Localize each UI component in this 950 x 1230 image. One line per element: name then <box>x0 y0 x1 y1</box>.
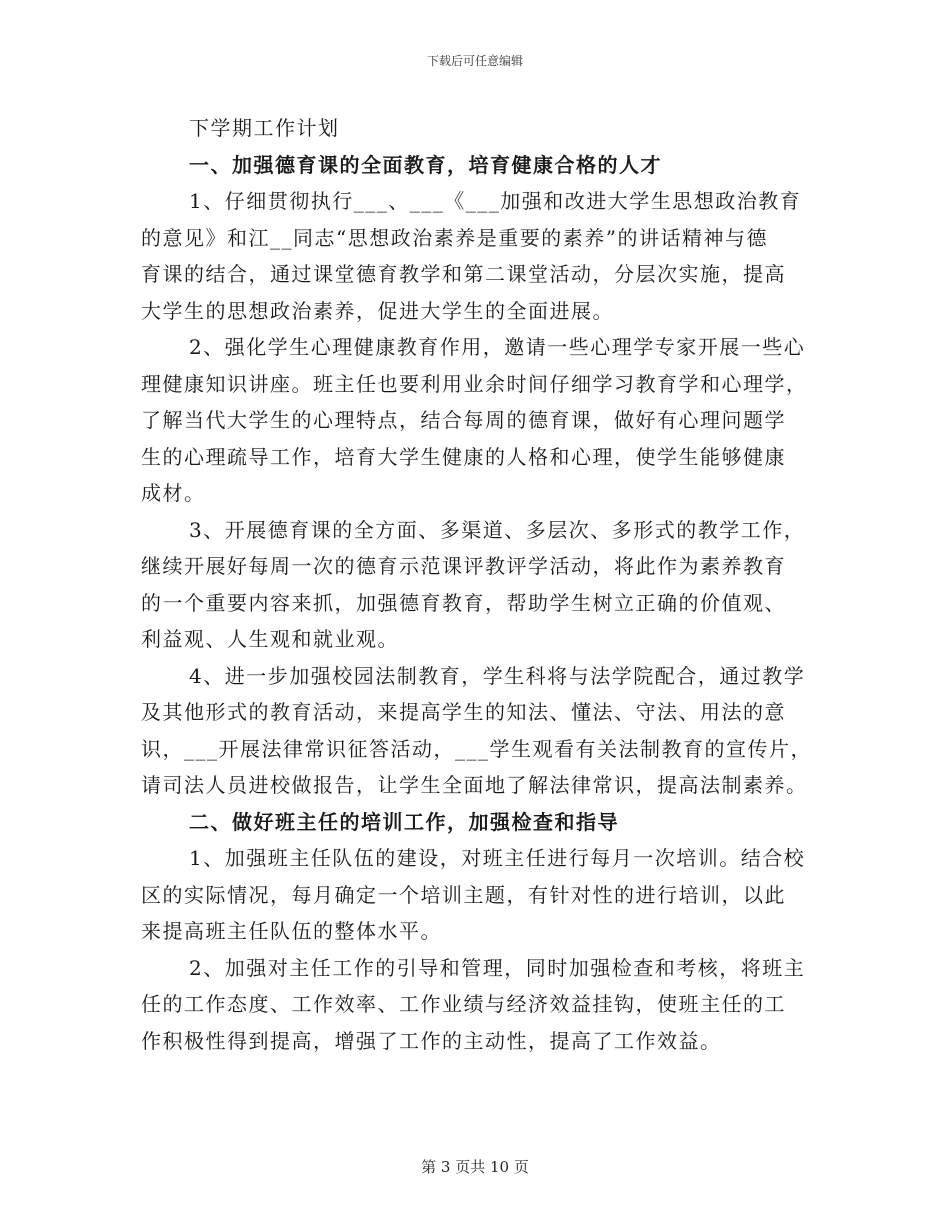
paragraph-line: 生的心理疏导工作，培育大学生健康的人格和心理，使学生能够健康 <box>141 444 786 469</box>
document-title: 下学期工作计划 <box>189 116 340 140</box>
paragraph-line: 2、加强对主任工作的引导和管理，同时加强检查和考核，将班主 <box>189 955 806 980</box>
paragraph-line: 了解当代大学生的心理特点，结合每周的德育课，做好有心理问题学 <box>141 408 786 432</box>
document-body <box>141 110 812 1059</box>
section-1-paragraph-3 <box>141 512 809 658</box>
section-2-paragraph-2 <box>141 950 809 1060</box>
paragraph-line: 继续开展好每周一次的德育示范课评教评学活动，将此作为素养教育 <box>141 554 786 578</box>
paragraph-line: 的一个重要内容来抓，加强德育教育，帮助学生树立正确的价值观、 <box>141 590 786 615</box>
paragraph-line: 3、开展德育课的全方面、多渠道、多层次、多形式的教学工作， <box>189 517 806 542</box>
paragraph-line: 理健康知识讲座。班主任也要利用业余时间仔细学习教育学和心理学， <box>141 371 808 396</box>
paragraph-line: 请司法人员进校做报告，让学生全面地了解法律常识，提高法制素养。 <box>141 773 808 797</box>
paragraph-line: 来提高班主任队伍的整体水平。 <box>141 919 442 943</box>
page-header-note: 下载后可任意编辑 <box>426 54 523 68</box>
section-1-heading: 一、加强德育课的全面教育，培育健康合格的人才 <box>189 152 662 177</box>
paragraph-line: 区的实际情况，每月确定一个培训主题，有针对性的进行培训，以此 <box>141 882 786 907</box>
section-2-heading: 二、做好班主任的培训工作，加强检查和指导 <box>189 809 619 834</box>
section-1-paragraph-1 <box>141 183 809 329</box>
paragraph-line: 4、进一步加强校园法制教育，学生科将与法学院配合，通过教学 <box>189 663 806 688</box>
section-2-paragraph-1 <box>141 840 809 950</box>
page-number: 第 3 页共 10 页 <box>421 1158 529 1176</box>
paragraph-line: 作积极性得到提高，增强了工作的主动性，提高了工作效益。 <box>141 1028 722 1053</box>
paragraph-line: 及其他形式的教育活动，来提高学生的知法、懂法、守法、用法的意 <box>141 700 786 724</box>
paragraph-line: 识，___开展法律常识征答活动，___学生观看有关法制教育的宣传片， <box>141 736 812 761</box>
paragraph-line: 利益观、人生观和就业观。 <box>141 627 399 651</box>
paragraph-line: 成材。 <box>141 481 206 505</box>
section-1-paragraph-2 <box>141 329 809 512</box>
section-1-paragraph-4 <box>141 658 812 804</box>
paragraph-line: 2、强化学生心理健康教育作用，邀请一些心理学专家开展一些心 <box>189 335 806 359</box>
paragraph-line: 育课的结合，通过课堂德育教学和第二课堂活动，分层次实施，提高 <box>141 262 786 286</box>
paragraph-line: 1、加强班主任队伍的建设，对班主任进行每月一次培训。结合校 <box>189 846 806 870</box>
paragraph-line: 1、仔细贯彻执行___、___《___加强和改进大学生思想政治教育 <box>189 189 802 213</box>
paragraph-line: 大学生的思想政治素养，促进大学生的全面进展。 <box>141 298 614 323</box>
paragraph-line: 的意见》和江__同志“思想政治素养是重要的素养”的讲话精神与德 <box>141 225 768 250</box>
paragraph-line: 任的工作态度、工作效率、工作业绩与经济效益挂钩，使班主任的工 <box>141 992 786 1016</box>
